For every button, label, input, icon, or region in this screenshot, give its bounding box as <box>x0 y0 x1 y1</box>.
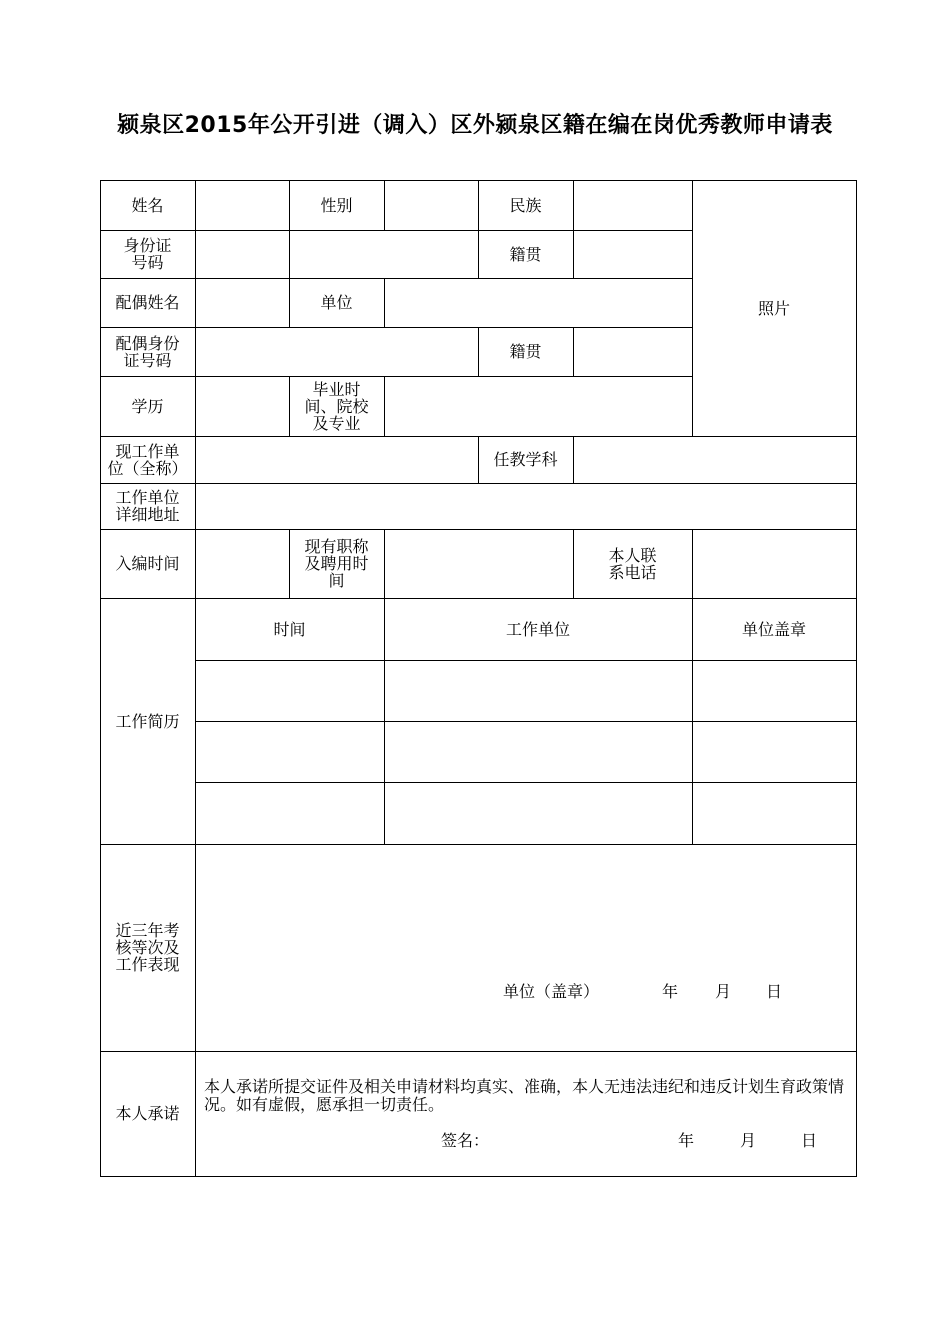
education-field[interactable] <box>195 376 289 436</box>
row-divider <box>100 1051 857 1052</box>
address-field[interactable] <box>195 483 856 529</box>
id-number-field[interactable] <box>195 230 478 278</box>
spouse-name-label: 配偶姓名 <box>115 293 180 312</box>
spouse-native-place-field[interactable] <box>573 327 692 376</box>
gender-label: 性别 <box>320 195 353 215</box>
history-unit-cell[interactable] <box>384 660 692 721</box>
signature-day: 日 <box>801 1131 818 1150</box>
ethnicity-field[interactable] <box>573 180 692 230</box>
spouse-native-place-label: 籍贯 <box>509 342 542 361</box>
graduation-label: 毕业时 间、院校 及专业 <box>304 379 369 433</box>
signature-month: 月 <box>740 1131 757 1150</box>
history-time-cell[interactable] <box>195 660 384 721</box>
appraisal-unit-seal: 单位（盖章） <box>503 982 600 1001</box>
signature-label: 签名： <box>441 1131 490 1150</box>
subject-label: 任教学科 <box>493 450 558 469</box>
history-seal-cell[interactable] <box>692 660 856 721</box>
education-label: 学历 <box>131 396 164 416</box>
time-header: 时间 <box>273 619 306 639</box>
appraisal-field[interactable] <box>195 844 856 1051</box>
spouse-id-field[interactable] <box>195 327 478 376</box>
appraisal-day: 日 <box>766 982 783 1001</box>
photo-box[interactable]: 照片 <box>757 298 790 318</box>
subject-field[interactable] <box>573 436 856 483</box>
gender-field[interactable] <box>384 180 478 230</box>
form-title: 颍泉区2015年公开引进（调入）区外颍泉区籍在编在岗优秀教师申请表 <box>117 113 833 138</box>
address-label: 工作单位 详细地址 <box>115 488 180 524</box>
work-unit-header: 工作单位 <box>505 619 570 639</box>
phone-field[interactable] <box>692 529 856 598</box>
ethnicity-label: 民族 <box>509 195 542 215</box>
history-unit-cell[interactable] <box>384 782 692 844</box>
signature-year: 年 <box>678 1131 695 1150</box>
appraisal-month: 月 <box>715 982 732 1001</box>
id-number-label: 身份证 号码 <box>123 236 172 272</box>
unit-seal-header: 单位盖章 <box>741 619 806 639</box>
employer-field[interactable] <box>384 278 692 327</box>
table-border-right <box>856 180 857 1177</box>
native-place-field[interactable] <box>573 230 692 278</box>
native-place-label: 籍贯 <box>509 244 542 264</box>
professional-title-label: 现有职称 及聘用时 间 <box>304 537 369 590</box>
spouse-id-label: 配偶身份 证号码 <box>115 333 180 370</box>
work-history-label: 工作简历 <box>115 711 180 731</box>
history-time-cell[interactable] <box>195 721 384 782</box>
history-seal-cell[interactable] <box>692 721 856 782</box>
name-field[interactable] <box>195 180 289 230</box>
phone-label: 本人联 系电话 <box>608 545 657 582</box>
history-time-cell[interactable] <box>195 782 384 844</box>
enroll-time-label: 入编时间 <box>115 554 180 573</box>
spouse-name-field[interactable] <box>195 278 289 327</box>
current-unit-label: 现工作单 位（全称） <box>107 441 188 478</box>
current-unit-field[interactable] <box>195 436 478 483</box>
commitment-label: 本人承诺 <box>115 1104 180 1123</box>
name-label: 姓名 <box>131 195 164 215</box>
commitment-text: 本人承诺所提交证件及相关申请材料均真实、准确，本人无违法违纪和违反计划生育政策情况。如有虚假，愿承担一切责任。 <box>204 1077 845 1114</box>
professional-title-field[interactable] <box>384 529 573 598</box>
enroll-time-field[interactable] <box>195 529 289 598</box>
appraisal-label: 近三年考 核等次及 工作表现 <box>115 921 180 974</box>
graduation-field[interactable] <box>384 376 692 436</box>
application-form-table <box>100 180 857 1177</box>
table-border-bottom <box>100 1176 857 1177</box>
history-unit-cell[interactable] <box>384 721 692 782</box>
history-seal-cell[interactable] <box>692 782 856 844</box>
appraisal-year: 年 <box>662 982 679 1001</box>
employer-label: 单位 <box>320 293 353 312</box>
